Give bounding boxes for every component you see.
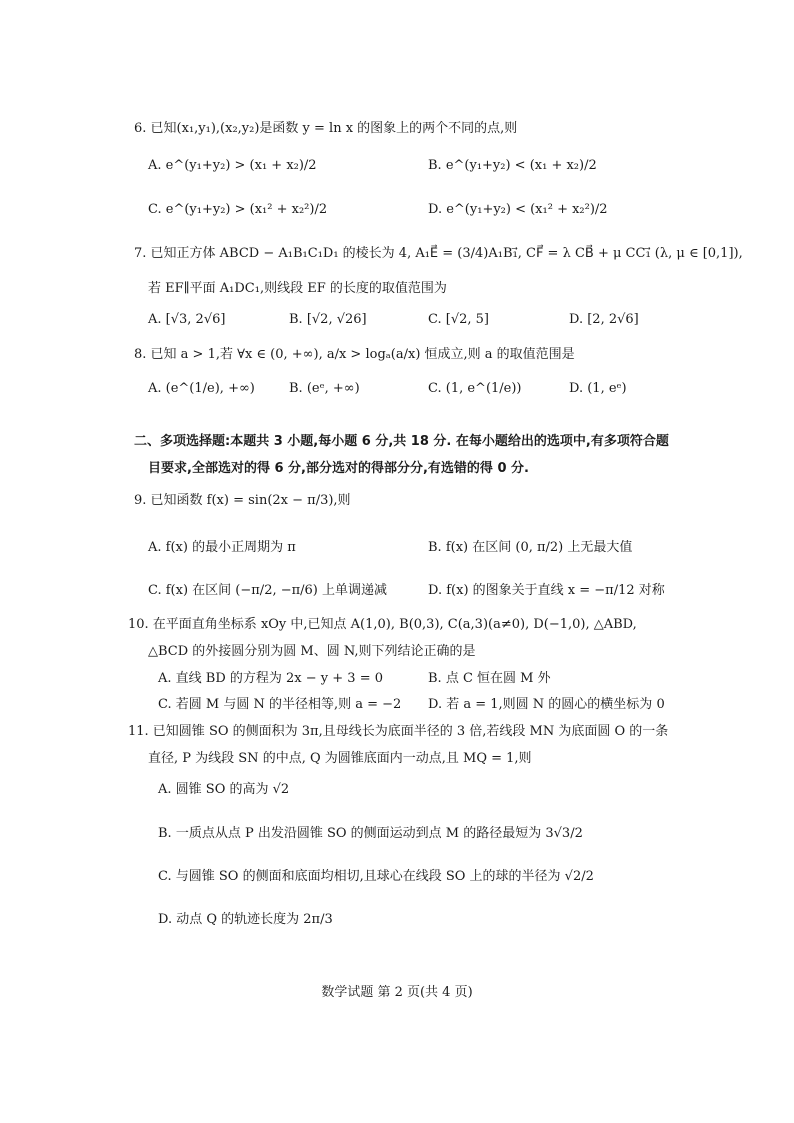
q11-option-b: B. 一质点从点 P 出发沿圆锥 SO 的侧面运动到点 M 的路径最短为 3√3/2	[158, 826, 583, 841]
q8-option-b: B. (eᵉ, +∞)	[289, 381, 360, 396]
q8-stem: 8. 已知 a > 1,若 ∀x ∈ (0, +∞), a/x > logₐ(a/x) 恒成立,则 a 的取值范围是	[134, 347, 575, 362]
q7-option-b: B. [√2, √26]	[289, 312, 367, 327]
q6-option-b: B. e^(y₁+y₂) < (x₁ + x₂)/2	[428, 158, 597, 173]
section-heading-line1: 二、多项选择题:本题共 3 小题,每小题 6 分,共 18 分. 在每小题给出的选项中,有多项符合题	[134, 434, 669, 449]
q7-option-a: A. [√3, 2√6]	[148, 312, 226, 327]
q9-option-b: B. f(x) 在区间 (0, π/2) 上无最大值	[428, 540, 633, 555]
q10-stem-line2: △BCD 的外接圆分别为圆 M、圆 N,则下列结论正确的是	[148, 644, 476, 659]
q11-stem: 11. 已知圆锥 SO 的侧面积为 3π,且母线长为底面半径的 3 倍,若线段 MN 为底面圆 O 的一条	[128, 724, 669, 739]
q10-option-a: A. 直线 BD 的方程为 2x − y + 3 = 0	[158, 671, 383, 686]
q7-stem-line2: 若 EF∥平面 A₁DC₁,则线段 EF 的长度的取值范围为	[148, 281, 447, 296]
q7-option-d: D. [2, 2√6]	[569, 312, 639, 327]
q10-option-c: C. 若圆 M 与圆 N 的半径相等,则 a = −2	[158, 697, 402, 712]
q11-option-d: D. 动点 Q 的轨迹长度为 2π/3	[158, 912, 333, 927]
section-heading-line2: 目要求,全部选对的得 6 分,部分选对的得部分分,有选错的得 0 分.	[148, 461, 529, 476]
q9-option-c: C. f(x) 在区间 (−π/2, −π/6) 上单调递减	[148, 583, 388, 598]
q7-option-c: C. [√2, 5]	[428, 312, 489, 327]
q10-option-b: B. 点 C 恒在圆 M 外	[428, 671, 551, 686]
q9-option-d: D. f(x) 的图象关于直线 x = −π/12 对称	[428, 583, 665, 598]
q6-option-d: D. e^(y₁+y₂) < (x₁² + x₂²)/2	[428, 202, 608, 217]
q7-stem: 7. 已知正方体 ABCD − A₁B₁C₁D₁ 的棱长为 4, A₁E⃗ = (3/4)A₁B₁⃗, CF⃗ = λ CB⃗ + μ CC₁⃗ (λ, μ ∈ [0,1]),	[134, 246, 743, 261]
q11-option-a: A. 圆锥 SO 的高为 √2	[158, 782, 290, 797]
q8-option-d: D. (1, eᵉ)	[569, 381, 627, 396]
q10-option-d: D. 若 a = 1,则圆 N 的圆心的横坐标为 0	[428, 697, 665, 712]
q11-stem-line2: 直径, P 为线段 SN 的中点, Q 为圆锥底面内一动点,且 MQ = 1,则	[148, 751, 532, 766]
q9-stem: 9. 已知函数 f(x) = sin(2x − π/3),则	[134, 493, 351, 508]
q8-option-a: A. (e^(1/e), +∞)	[148, 381, 255, 396]
q8-option-c: C. (1, e^(1/e))	[428, 381, 522, 396]
q6-stem: 6. 已知(x₁,y₁),(x₂,y₂)是函数 y = ln x 的图象上的两个不同的点,则	[134, 121, 518, 136]
page-footer: 数学试题 第 2 页(共 4 页)	[321, 985, 473, 1000]
q6-option-c: C. e^(y₁+y₂) > (x₁² + x₂²)/2	[148, 202, 328, 217]
q11-option-c: C. 与圆锥 SO 的侧面和底面均相切,且球心在线段 SO 上的球的半径为 √2/2	[158, 869, 594, 884]
q6-option-a: A. e^(y₁+y₂) > (x₁ + x₂)/2	[148, 158, 317, 173]
q10-stem: 10. 在平面直角坐标系 xOy 中,已知点 A(1,0), B(0,3), C(a,3)(a≠0), D(−1,0), △ABD,	[128, 617, 637, 632]
q9-option-a: A. f(x) 的最小正周期为 π	[148, 540, 296, 555]
